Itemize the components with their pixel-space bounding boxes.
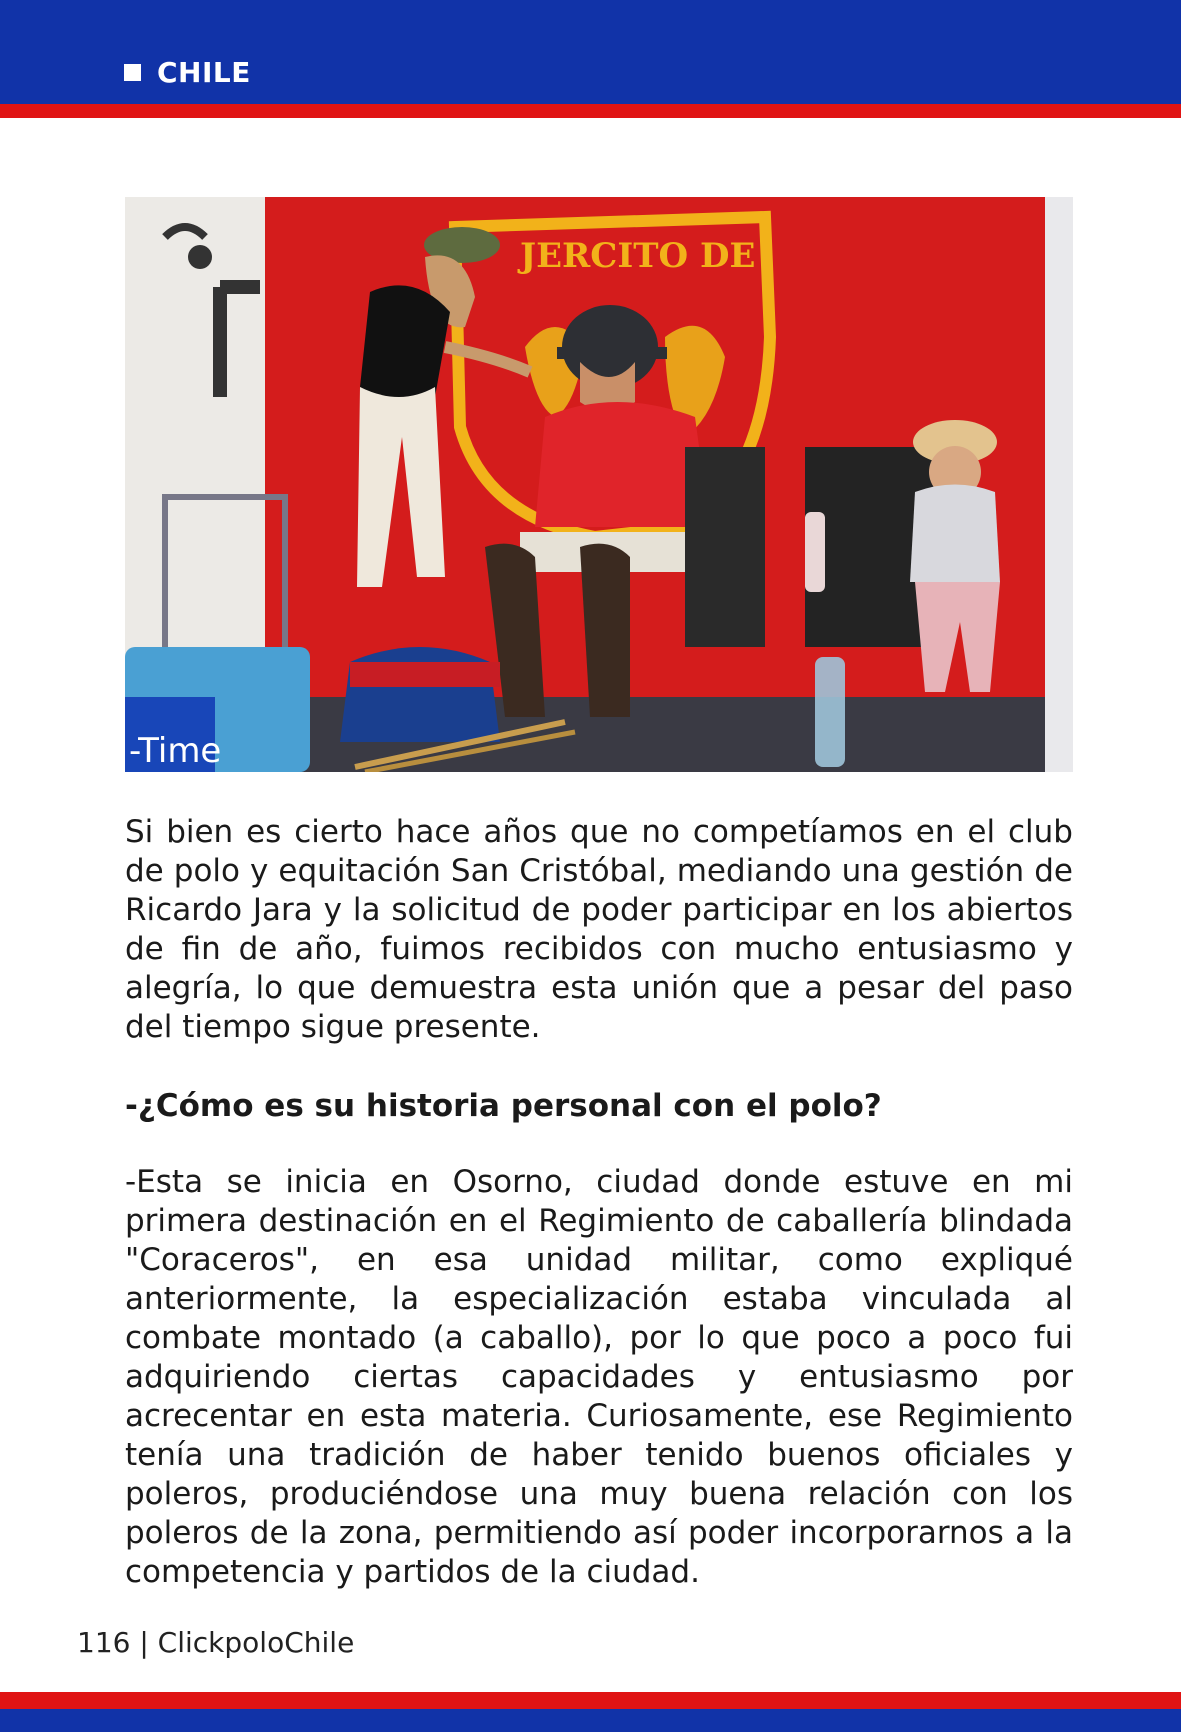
article-photo (125, 197, 1073, 772)
banner-text: JERCITO DE (520, 236, 756, 276)
header-red-stripe (0, 104, 1181, 118)
section-label (124, 52, 251, 92)
cooler-text: -Time (129, 731, 222, 771)
square-bullet-icon (124, 64, 141, 81)
section-title: CHILE (157, 55, 251, 89)
page-footer: 116 | ClickpoloChile (77, 1626, 355, 1659)
paragraph-1: Si bien es cierto hace años que no competíamos en el club de polo y equitación San Cristóbal, mediando una gestión de Ricardo Jara y la solicitud de poder participar en los abiertos de fin de año, fuimos recibidos con mucho entusiasmo y alegría, lo que demuestra esta unión que a pesar del paso del tiempo sigue presente. (125, 814, 1073, 1045)
paragraph-2: -Esta se inicia en Osorno, ciudad donde estuve en mi primera destinación en el Regimiento de caballería blindada "Coraceros", en esa unidad militar, como expliqué anteriormente, la especialización estaba vinculada al combate montado (a caballo), por lo que poco a poco fui adquiriendo ciertas capacidades y entusiasmo por acrecentar en esta materia. Curiosamente, ese Regimiento tenía una tradición de haber tenido buenos oficiales y poleros, produciéndose una muy buena relación con los poleros de la zona, permitiendo así poder incorporarnos a la competencia y partidos de la ciudad. (125, 1164, 1073, 1590)
interview-question: -¿Cómo es su historia personal con el polo? (125, 1088, 882, 1124)
footer-band (0, 1709, 1181, 1732)
footer-red-stripe (0, 1692, 1181, 1709)
